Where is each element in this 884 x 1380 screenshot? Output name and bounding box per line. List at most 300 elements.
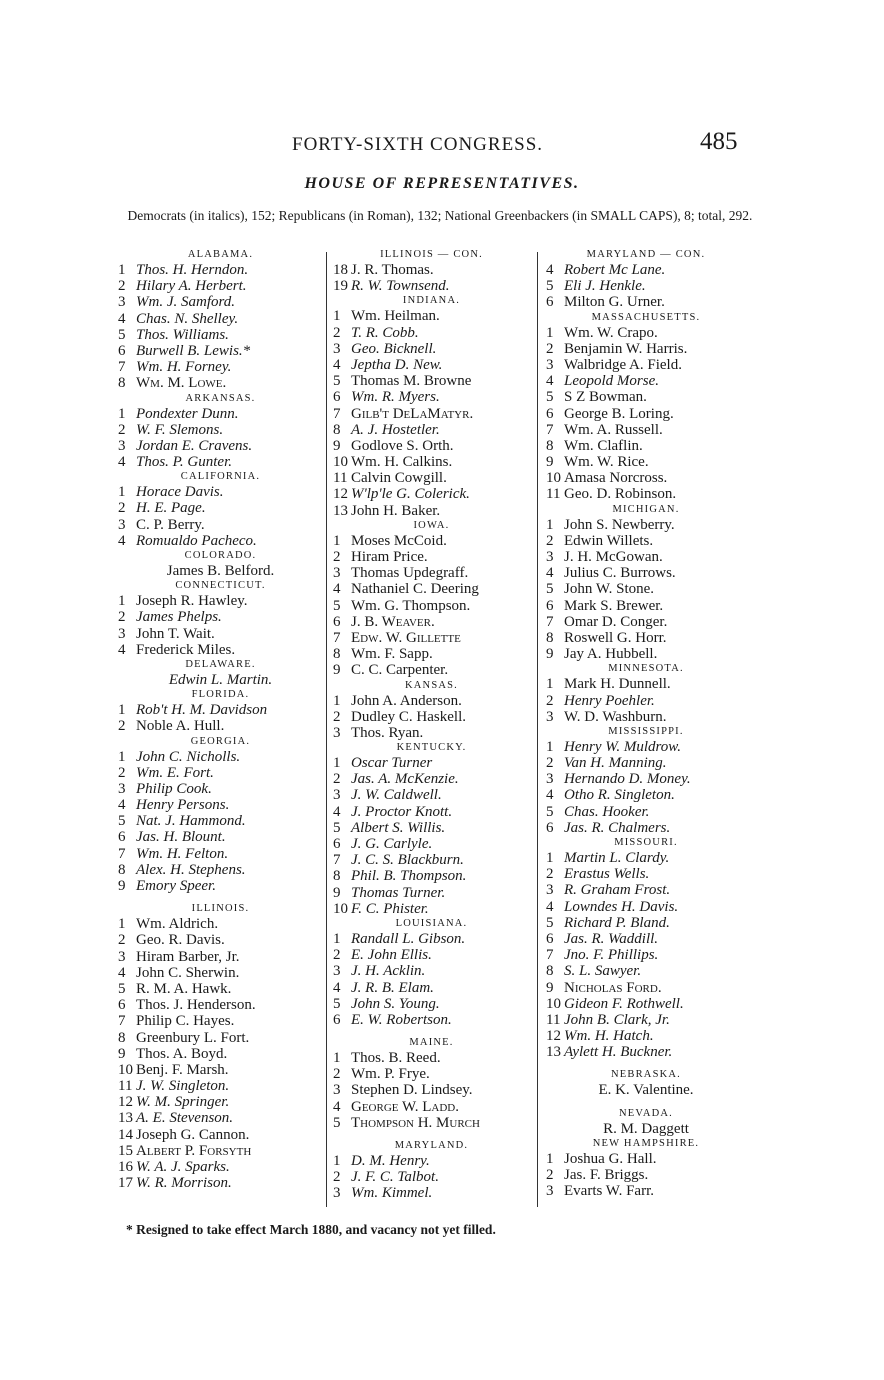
member-name: John W. Stone. (564, 581, 655, 598)
member-entry (546, 549, 746, 565)
district-number: 5 (333, 995, 341, 1012)
member-name: R. W. Townsend. (351, 278, 450, 295)
member-entry (546, 533, 746, 549)
member-entry (333, 438, 530, 454)
district-number: 8 (546, 629, 554, 646)
district-number: 4 (546, 565, 554, 582)
member-entry (546, 882, 746, 898)
member-name: Robert Mc Lane. (564, 262, 666, 278)
state-heading: MINNESOTA. (608, 663, 684, 675)
district-number: 10 (118, 1061, 133, 1078)
member-entry (333, 996, 530, 1012)
district-number: 6 (546, 597, 554, 614)
member-entry (118, 294, 323, 310)
district-number: 3 (546, 1183, 554, 1200)
district-number: 2 (546, 532, 554, 549)
district-number: 1 (546, 324, 554, 341)
member-name: Frederick Miles. (136, 641, 236, 658)
member-name: Lowndes H. Davis. (564, 898, 679, 915)
member-name: J. G. Carlyle. (351, 836, 433, 852)
district-number: 3 (546, 708, 554, 725)
district-number: 1 (118, 405, 126, 422)
member-entry (546, 980, 746, 996)
member-name: Henry W. Muldrow. (564, 738, 681, 755)
state-heading: MARYLAND — CON. (586, 249, 706, 260)
member-entry (333, 787, 530, 803)
state-heading: GEORGIA. (190, 735, 251, 747)
district-number: 7 (118, 359, 126, 376)
member-name: John T. Wait. (136, 625, 215, 642)
member-name: J. F. C. Talbot. (351, 1169, 439, 1186)
member-name: Van H. Manning. (564, 755, 667, 772)
district-number: 8 (333, 868, 341, 885)
member-entry (546, 850, 746, 866)
member-entry (118, 862, 323, 878)
member-entry (118, 1046, 323, 1062)
member-entry (333, 1115, 530, 1131)
member-name: Henry Poehler. (564, 692, 655, 709)
member-entry (546, 1082, 746, 1098)
district-number: 3 (333, 724, 341, 741)
member-entry (118, 718, 323, 734)
member-name: J. W. Caldwell. (351, 787, 442, 804)
member-name: Milton G. Urner. (564, 294, 665, 311)
district-number: 6 (546, 405, 554, 422)
member-name: Thompson H. Murch (351, 1114, 480, 1131)
member-entry (118, 278, 323, 294)
member-entry (546, 373, 746, 389)
member-name: Eli J. Henkle. (564, 278, 646, 295)
district-number: 2 (546, 692, 554, 709)
member-name: Horace Davis. (136, 484, 224, 501)
member-entry (546, 454, 746, 470)
member-name: Burwell B. Lewis.* (136, 342, 251, 359)
district-number: 2 (546, 866, 554, 883)
member-entry (333, 389, 530, 405)
member-name: R. Graham Frost. (564, 882, 671, 899)
member-name: C. P. Berry. (136, 516, 205, 533)
member-name: J. R. Thomas. (351, 262, 434, 278)
district-number: 8 (546, 437, 554, 454)
member-entry (118, 797, 323, 813)
member-entry (118, 672, 323, 688)
member-name: Erastus Wells. (564, 866, 650, 883)
member-name: Nicholas Ford. (564, 979, 662, 996)
district-number: 6 (333, 389, 341, 406)
district-number: 4 (546, 787, 554, 804)
member-name: Emory Speer. (136, 878, 216, 894)
district-number: 5 (546, 914, 554, 931)
member-entry (546, 1151, 746, 1167)
member-entry (333, 503, 530, 519)
district-number: 1 (333, 755, 341, 772)
member-name: Wm. R. Myers. (351, 389, 440, 406)
member-entry (333, 1153, 530, 1169)
state-heading: COLORADO. (184, 550, 257, 561)
member-entry (546, 1167, 746, 1183)
member-name: Richard P. Bland. (564, 914, 670, 931)
district-number: 3 (333, 963, 341, 980)
member-name: J. W. Singleton. (136, 1078, 230, 1095)
member-name: Philip Cook. (136, 780, 212, 797)
district-number: 11 (333, 470, 348, 487)
member-entry (546, 1012, 746, 1028)
district-number: 6 (118, 342, 126, 359)
member-entry (118, 813, 323, 829)
district-number: 1 (546, 738, 554, 755)
district-number: 4 (546, 373, 554, 390)
member-name: Wm. H. Forney. (136, 359, 232, 376)
member-name: Evarts W. Farr. (564, 1183, 654, 1200)
member-entry (546, 996, 746, 1012)
member-entry (118, 533, 323, 549)
member-name: Joseph R. Hawley. (136, 593, 248, 610)
state-heading: DELAWARE. (185, 658, 256, 670)
member-name: E. John Ellis. (351, 947, 432, 964)
district-number: 2 (333, 1066, 341, 1083)
member-entry (333, 278, 530, 294)
district-number: 5 (546, 389, 554, 406)
district-number: 1 (546, 850, 554, 866)
district-number: 4 (118, 310, 126, 327)
member-entry (118, 965, 323, 981)
member-name: George B. Loring. (564, 405, 674, 422)
member-entry (118, 932, 323, 948)
member-name: Chas. Hooker. (564, 803, 650, 820)
member-name: Geo. Bicknell. (351, 340, 437, 357)
district-number: 6 (118, 829, 126, 846)
member-entry (333, 868, 530, 884)
state-heading: KENTUCKY. (396, 742, 467, 754)
member-name: Wm. J. Samford. (136, 294, 236, 311)
district-number: 16 (118, 1159, 133, 1175)
member-name: Benjamin W. Harris. (564, 340, 688, 357)
district-number: 18 (333, 262, 348, 278)
member-name: Edwin Willets. (564, 532, 654, 549)
member-name: Thos. H. Herndon. (136, 262, 249, 278)
district-number: 8 (118, 375, 126, 392)
district-number: 10 (333, 900, 348, 917)
member-entry (333, 804, 530, 820)
member-name: Jas. R. Chalmers. (564, 819, 671, 836)
member-entry (333, 1099, 530, 1115)
member-entry (546, 866, 746, 882)
district-number: 5 (546, 278, 554, 295)
member-name: Wm. A. Russell. (564, 421, 663, 438)
member-name: Henry Persons. (136, 797, 230, 814)
member-entry (118, 438, 323, 454)
member-entry (333, 262, 530, 278)
member-name: F. C. Phister. (351, 900, 429, 917)
member-entry (546, 1028, 746, 1044)
district-number: 2 (546, 755, 554, 772)
member-entry (546, 278, 746, 294)
member-name: Albert P. Forsyth (136, 1142, 252, 1159)
member-entry (118, 642, 323, 658)
member-entry (546, 1121, 746, 1137)
member-entry (118, 781, 323, 797)
member-name: E. W. Robertson. (351, 1011, 452, 1028)
member-entry (546, 389, 746, 405)
district-number: 11 (546, 1011, 561, 1028)
member-name: Benj. F. Marsh. (136, 1061, 229, 1078)
district-number: 6 (546, 819, 554, 836)
member-entry (546, 630, 746, 646)
member-name: J. H. McGowan. (564, 549, 663, 565)
member-entry (333, 836, 530, 852)
member-name: J. B. Weaver. (351, 613, 435, 630)
member-name: Leopold Morse. (564, 373, 659, 390)
member-entry (333, 581, 530, 597)
member-name: Joshua G. Hall. (564, 1150, 657, 1167)
section-title: HOUSE OF REPRESENTATIVES. (304, 175, 580, 192)
member-name: Amasa Norcross. (564, 470, 668, 487)
member-name: Roswell G. Horr. (564, 629, 667, 646)
member-name: Hernando D. Money. (564, 771, 691, 788)
member-entry (333, 454, 530, 470)
member-entry (118, 311, 323, 327)
state-heading: MARYLAND. (394, 1140, 469, 1151)
member-entry (118, 406, 323, 422)
member-entry (118, 359, 323, 375)
member-entry (546, 709, 746, 725)
member-name: Jay A. Hubbell. (564, 646, 658, 663)
member-entry (546, 565, 746, 581)
district-number: 5 (118, 813, 126, 830)
member-name: John S. Newberry. (564, 516, 675, 533)
district-number: 5 (333, 819, 341, 836)
member-name: W. D. Washburn. (564, 708, 667, 725)
district-number: 1 (333, 930, 341, 947)
district-number: 4 (546, 898, 554, 915)
member-name: Thos. Williams. (136, 326, 229, 343)
member-name: Albert S. Willis. (351, 819, 446, 836)
member-name: Thomas M. Browne (351, 373, 472, 390)
district-number: 1 (118, 484, 126, 501)
member-entry (546, 517, 746, 533)
member-name: Chas. N. Shelley. (136, 310, 239, 327)
state-heading: MISSISSIPPI. (608, 725, 684, 737)
district-number: 2 (118, 718, 126, 735)
district-number: 17 (118, 1175, 133, 1192)
member-name: Jeptha D. New. (351, 356, 443, 373)
district-number: 5 (546, 803, 554, 820)
member-name: Omar D. Conger. (564, 613, 668, 630)
district-number: 2 (333, 708, 341, 725)
member-entry (333, 820, 530, 836)
member-name: W'lp'le G. Colerick. (351, 486, 470, 503)
member-name: S Z Bowman. (564, 389, 647, 406)
district-number: 1 (546, 1150, 554, 1167)
district-number: 4 (333, 1098, 341, 1115)
district-number: 8 (546, 963, 554, 980)
member-entry (118, 1062, 323, 1078)
district-number: 1 (118, 748, 126, 765)
member-entry (118, 1143, 323, 1159)
district-number: 7 (546, 613, 554, 630)
member-entry (333, 422, 530, 438)
member-name: Thos. P. Gunter. (136, 454, 232, 471)
district-number: 8 (118, 1029, 126, 1046)
district-number: 7 (333, 852, 341, 869)
member-name: Randall L. Gibson. (351, 930, 466, 947)
member-name: Godlove S. Orth. (351, 437, 454, 454)
member-name: Romualdo Pacheco. (136, 532, 257, 549)
district-number: 5 (333, 597, 341, 614)
member-name: Gilb't DeLaMatyr. (351, 405, 474, 422)
member-entry (333, 486, 530, 502)
member-name: Otho R. Singleton. (564, 787, 675, 804)
member-entry (333, 646, 530, 662)
member-name: James B. Belford. (166, 563, 275, 579)
member-entry (333, 901, 530, 917)
member-entry (546, 755, 746, 771)
district-number: 3 (333, 787, 341, 804)
member-entry (118, 1127, 323, 1143)
member-entry (333, 771, 530, 787)
member-name: Wm. P. Frye. (351, 1066, 430, 1083)
member-entry (118, 484, 323, 500)
district-number: 1 (118, 593, 126, 610)
district-number: 14 (118, 1126, 133, 1143)
state-heading: ALABAMA. (187, 249, 254, 260)
member-entry (118, 454, 323, 470)
member-name: John S. Young. (351, 995, 440, 1012)
member-name: Jordan E. Cravens. (136, 437, 253, 454)
state-heading: NEW HAMPSHIRE. (592, 1137, 700, 1149)
member-name: Stephen D. Lindsey. (351, 1082, 473, 1099)
state-heading: MAINE. (409, 1037, 454, 1049)
member-entry (118, 949, 323, 965)
member-name: Jno. F. Phillips. (564, 947, 659, 964)
member-entry (118, 1110, 323, 1126)
district-number: 4 (546, 262, 554, 278)
member-entry (118, 1013, 323, 1029)
member-name: A. E. Stevenson. (136, 1110, 234, 1127)
member-name: Wm. Claflin. (564, 437, 643, 454)
member-name: J. Proctor Knott. (351, 803, 453, 820)
member-name: Wm. F. Sapp. (351, 646, 433, 663)
member-name: W. A. J. Sparks. (136, 1159, 230, 1175)
member-name: Jas. F. Briggs. (564, 1167, 649, 1183)
district-number: 3 (333, 1185, 341, 1202)
member-entry (546, 406, 746, 422)
district-number: 4 (333, 581, 341, 598)
member-name: C. C. Carpenter. (351, 662, 449, 679)
district-number: 6 (118, 997, 126, 1014)
member-entry (333, 931, 530, 947)
member-entry (333, 980, 530, 996)
district-number: 5 (118, 980, 126, 997)
member-entry (118, 626, 323, 642)
district-number: 7 (333, 405, 341, 422)
district-number: 4 (118, 454, 126, 471)
member-name: Wm. G. Thompson. (351, 597, 471, 614)
district-number: 9 (333, 884, 341, 901)
member-entry (333, 725, 530, 741)
spacer (333, 1131, 530, 1139)
district-number: 12 (333, 486, 348, 503)
district-number: 7 (546, 947, 554, 964)
member-entry (118, 593, 323, 609)
member-entry (118, 997, 323, 1013)
district-number: 1 (333, 692, 341, 709)
district-number: 8 (333, 646, 341, 663)
member-name: Pondexter Dunn. (136, 405, 239, 422)
district-number: 4 (118, 641, 126, 658)
member-name: Phil. B. Thompson. (351, 868, 467, 885)
member-name: Hiram Price. (351, 549, 428, 565)
member-name: Joseph G. Cannon. (136, 1126, 250, 1143)
member-entry (546, 820, 746, 836)
member-name: Thos. J. Henderson. (136, 997, 256, 1014)
district-number: 1 (118, 262, 126, 278)
member-name: Hilary A. Herbert. (136, 278, 247, 295)
district-number: 1 (546, 676, 554, 693)
member-name: John H. Baker. (351, 502, 441, 519)
member-entry (546, 581, 746, 597)
district-number: 13 (333, 502, 348, 519)
page-number: 485 (700, 128, 738, 155)
member-entry (333, 406, 530, 422)
member-entry (333, 1012, 530, 1028)
district-number: 1 (333, 532, 341, 549)
member-entry (333, 662, 530, 678)
member-entry (546, 963, 746, 979)
member-name: Nat. J. Hammond. (136, 813, 246, 830)
member-entry (333, 614, 530, 630)
member-name: George W. Ladd. (351, 1098, 459, 1115)
state-heading: KANSAS. (404, 679, 459, 691)
member-name: Thomas Turner. (351, 884, 446, 901)
state-heading: MICHIGAN. (612, 503, 680, 515)
member-entry (546, 676, 746, 692)
member-name: Wm. M. Lowe. (136, 375, 227, 392)
member-entry (333, 963, 530, 979)
footnote: * Resigned to take effect March 1880, and vacancy not yet filled. (126, 1222, 496, 1237)
district-number: 3 (546, 356, 554, 373)
state-heading: IOWA. (413, 519, 450, 531)
member-entry (546, 357, 746, 373)
member-entry (546, 470, 746, 486)
district-number: 3 (546, 771, 554, 788)
member-entry (333, 357, 530, 373)
roster-column-2 (333, 248, 530, 1202)
member-entry (333, 1185, 530, 1201)
district-number: 4 (333, 356, 341, 373)
spacer (118, 894, 323, 902)
district-number: 7 (333, 629, 341, 646)
district-number: 10 (546, 995, 561, 1012)
district-number: 9 (546, 646, 554, 663)
member-entry (118, 829, 323, 845)
member-name: Mark H. Dunnell. (564, 676, 671, 693)
member-entry (333, 549, 530, 565)
member-name: Thos. A. Boyd. (136, 1045, 228, 1062)
member-name: Martin L. Clardy. (564, 850, 670, 866)
district-number: 3 (118, 625, 126, 642)
member-entry (118, 343, 323, 359)
member-name: Calvin Cowgill. (351, 470, 447, 487)
district-number: 9 (333, 662, 341, 679)
district-number: 3 (546, 549, 554, 565)
district-number: 11 (118, 1078, 133, 1095)
member-entry (546, 294, 746, 310)
member-name: Edwin L. Martin. (168, 671, 273, 688)
member-entry (546, 422, 746, 438)
spacer (546, 1099, 746, 1107)
member-entry (333, 709, 530, 725)
